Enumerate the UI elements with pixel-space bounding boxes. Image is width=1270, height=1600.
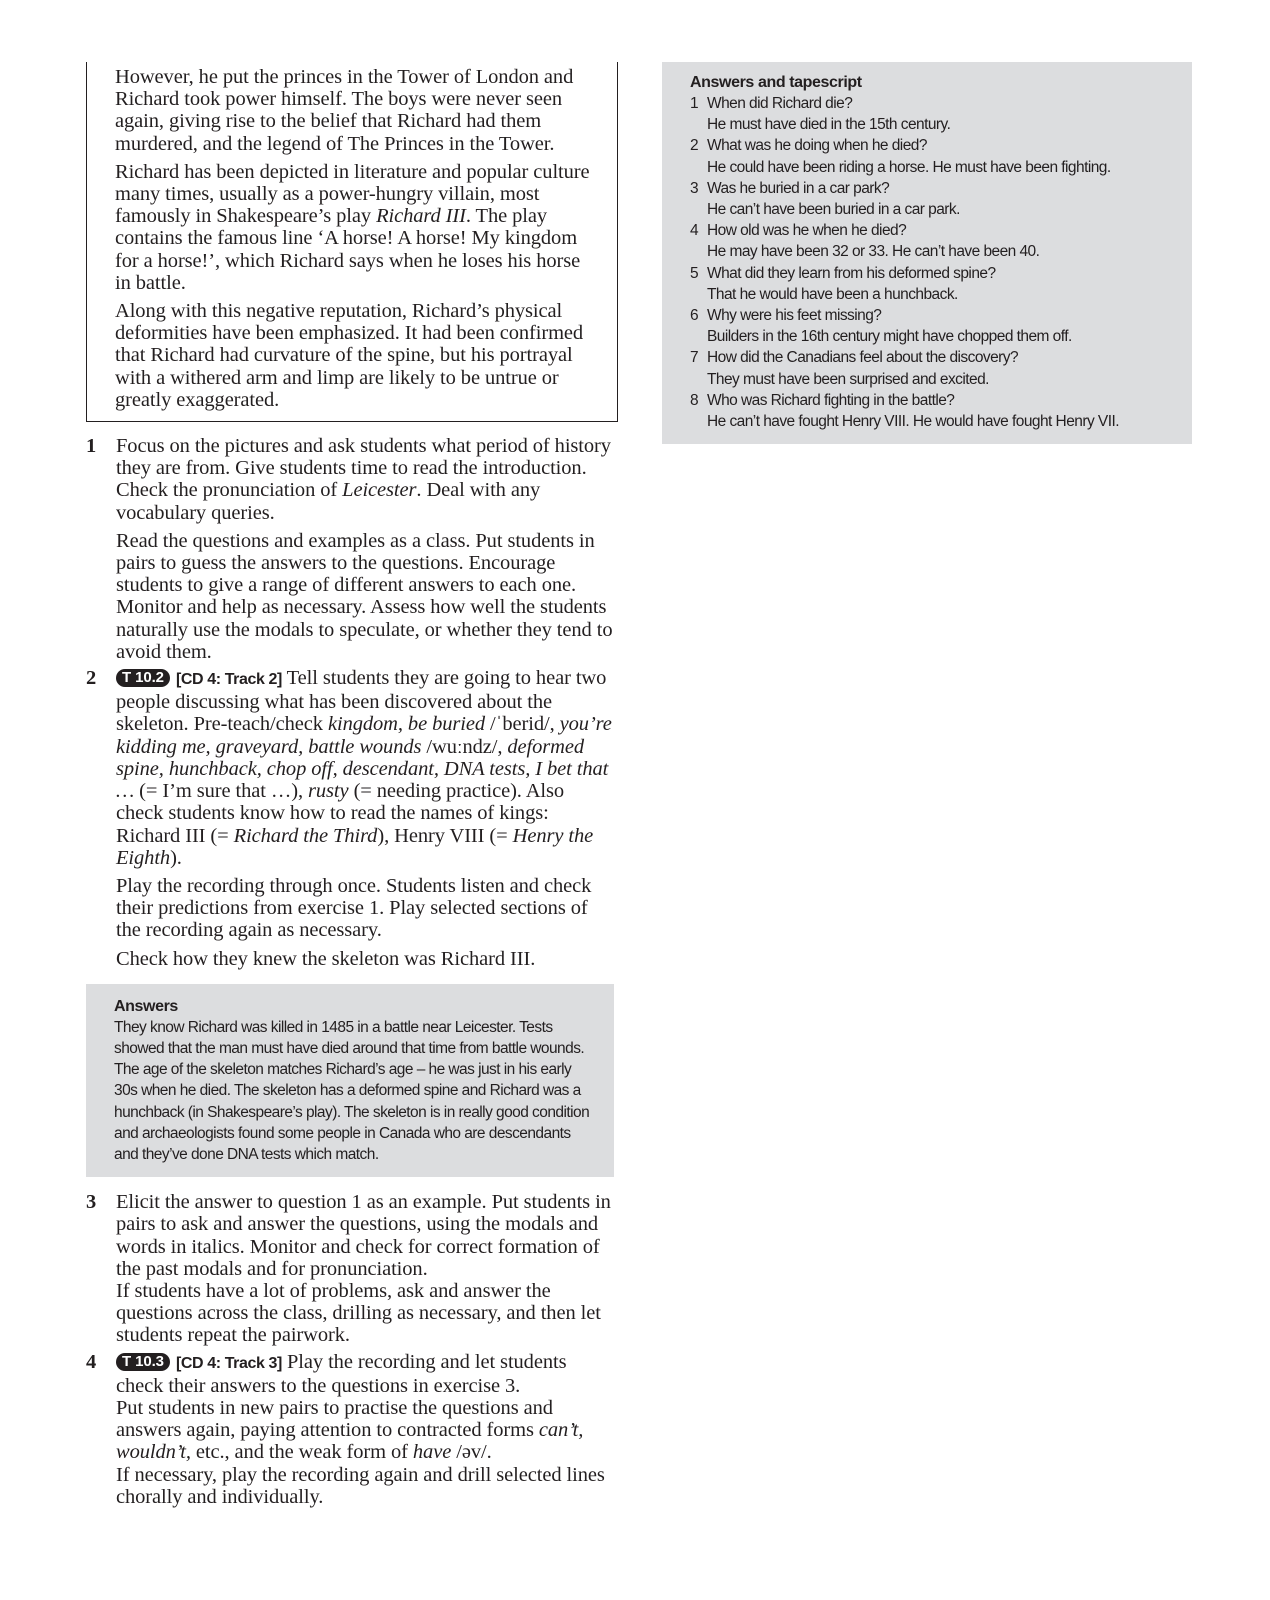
track-badge: T 10.3 [116, 1353, 170, 1371]
left-column [86, 62, 616, 1508]
answer-text: He must have died in the 15th century. [707, 116, 951, 134]
answer-text: He could have been riding a horse. He must have been fighting. [707, 158, 1111, 176]
track-badge: T 10.2 [116, 669, 170, 687]
step-number: 1 [86, 435, 97, 458]
step-paragraph: Play the recording through once. Students listen and check their predictions from exercise 1. Play selected sections of the recording again as necessary. [116, 874, 592, 942]
qa-item [690, 178, 1172, 220]
reading-paragraph: Richard has been depicted in literature and popular culture many times, usually as a power-hungry villain, most famously in Shakespeare’s play Richard III. The play contains the famous line ‘A horse! A horse! My kingdom for a horse!’, which Richard says when he loses his horse in battle. [115, 160, 590, 294]
step-2 [86, 667, 616, 970]
qa-item [690, 220, 1172, 262]
step-number: 3 [86, 1191, 97, 1214]
cd-track-label: [CD 4: Track 3] [175, 1354, 282, 1372]
question-text: What was he doing when he died? [707, 137, 927, 155]
step-paragraph: Check how they knew the skeleton was Richard III. [116, 947, 536, 970]
question-number: 8 [690, 391, 699, 409]
answer-text: He can’t have fought Henry VIII. He would have fought Henry VII. [707, 413, 1119, 431]
cd-track-label: [CD 4: Track 2] [175, 671, 282, 689]
answer-text: He can’t have been buried in a car park. [707, 201, 960, 219]
qa-item [690, 390, 1172, 432]
question-number: 2 [690, 137, 699, 155]
question-number: 4 [690, 222, 699, 240]
question-text: Was he buried in a car park? [707, 179, 890, 197]
answers-tapescript-box [662, 62, 1192, 444]
reading-text-box [86, 62, 618, 422]
step-paragraph: T 10.2 [CD 4: Track 2] Tell students they are going to hear two people discussing what has been discovered about the skeleton. Pre-teach/check kingdom, be buried /ˈberid/, you’re kidding me, graveyard, battle wounds /wuːndz/, deformed spine, hunchback, chop off, descendant, DNA tests, I bet that … (= I’m sure that …), rusty (= needing practice). Also check students know how to read the names of kings: Richard III (= Richard the Third), Henry VIII (= Henry the Eighth). [116, 667, 612, 869]
question-number: 3 [690, 179, 699, 197]
step-number: 4 [86, 1350, 97, 1373]
qa-item [690, 135, 1172, 177]
question-number: 6 [690, 307, 699, 325]
step-paragraph: Read the questions and examples as a class. Put students in pairs to guess the answers to the questions. Encourage students to give a range of different answers to each one. Monitor and help as necessary. Assess how well the students naturally use the modals to speculate, or whether they tend to avoid them. [116, 529, 613, 663]
qa-item [690, 347, 1172, 389]
answer-text: That he would have been a hunchback. [707, 285, 958, 303]
answers-text: They know Richard was killed in 1485 in a battle near Leicester. Tests showed that the man must have died around that time from battle wounds. The age of the skeleton matches Richard’s age – he was just in his early 30s when he died. The skeleton has a deformed spine and Richard was a hunchback (in Shakespeare’s play). The skeleton is in really good condition and archaeologists found some people in Canada who are descendants and they’ve done DNA tests which match. [114, 1018, 590, 1163]
step-paragraph: Focus on the pictures and ask students what period of history they are from. Give students time to read the introduction. Check the pronunciation of Leicester. Deal with any vocabulary queries. [116, 435, 611, 524]
qa-item [690, 263, 1172, 305]
qa-item [690, 305, 1172, 347]
answers-box [86, 984, 614, 1177]
answer-text: He may have been 32 or 33. He can’t have been 40. [707, 243, 1040, 261]
step-3 [86, 1191, 616, 1346]
step-1 [86, 435, 616, 663]
qa-list [690, 93, 1172, 432]
question-text: What did they learn from his deformed spine? [707, 264, 996, 282]
qa-item [690, 93, 1172, 135]
question-number: 7 [690, 349, 699, 367]
step-paragraph: If necessary, play the recording again and drill selected lines chorally and individually. [116, 1463, 605, 1508]
question-text: When did Richard die? [707, 95, 853, 112]
question-number: 5 [690, 264, 699, 282]
answers-title: Answers [114, 997, 178, 1015]
reading-paragraph: Along with this negative reputation, Richard’s physical deformities have been emphasized. It had been confirmed that Richard had curvature of the spine, but his portrayal with a withered arm and limp are likely to be untrue or greatly exaggerated. [115, 300, 584, 411]
answer-text: They must have been surprised and excited. [707, 370, 989, 388]
question-text: Why were his feet missing? [707, 307, 882, 325]
question-number: 1 [690, 95, 699, 112]
step-paragraph: T 10.3 [CD 4: Track 3] Play the recording and let students check their answers to the questions in exercise 3. [116, 1350, 567, 1397]
question-text: Who was Richard fighting in the battle? [707, 391, 955, 409]
answer-text: Builders in the 16th century might have chopped them off. [707, 328, 1072, 346]
step-4 [86, 1351, 616, 1508]
step-number: 2 [86, 667, 97, 690]
tapescript-title: Answers and tapescript [690, 74, 862, 91]
question-text: How did the Canadians feel about the discovery? [707, 349, 1019, 367]
question-text: How old was he when he died? [707, 222, 907, 240]
step-paragraph: Elicit the answer to question 1 as an example. Put students in pairs to ask and answer the questions, using the modals and words in italics. Monitor and check for correct formation of the past modals and for pronunciation. [116, 1191, 611, 1280]
step-paragraph: Put students in new pairs to practise the questions and answers again, paying attention to contracted forms can’t, wouldn’t, etc., and the weak form of have /əv/. [116, 1396, 584, 1464]
step-paragraph: If students have a lot of problems, ask and answer the questions across the class, drilling as necessary, and then let students repeat the pairwork. [116, 1279, 601, 1347]
reading-paragraph: However, he put the princes in the Tower of London and Richard took power himself. The boys were never seen again, giving rise to the belief that Richard had them murdered, and the legend of The Princes in the Tower. [115, 66, 574, 155]
